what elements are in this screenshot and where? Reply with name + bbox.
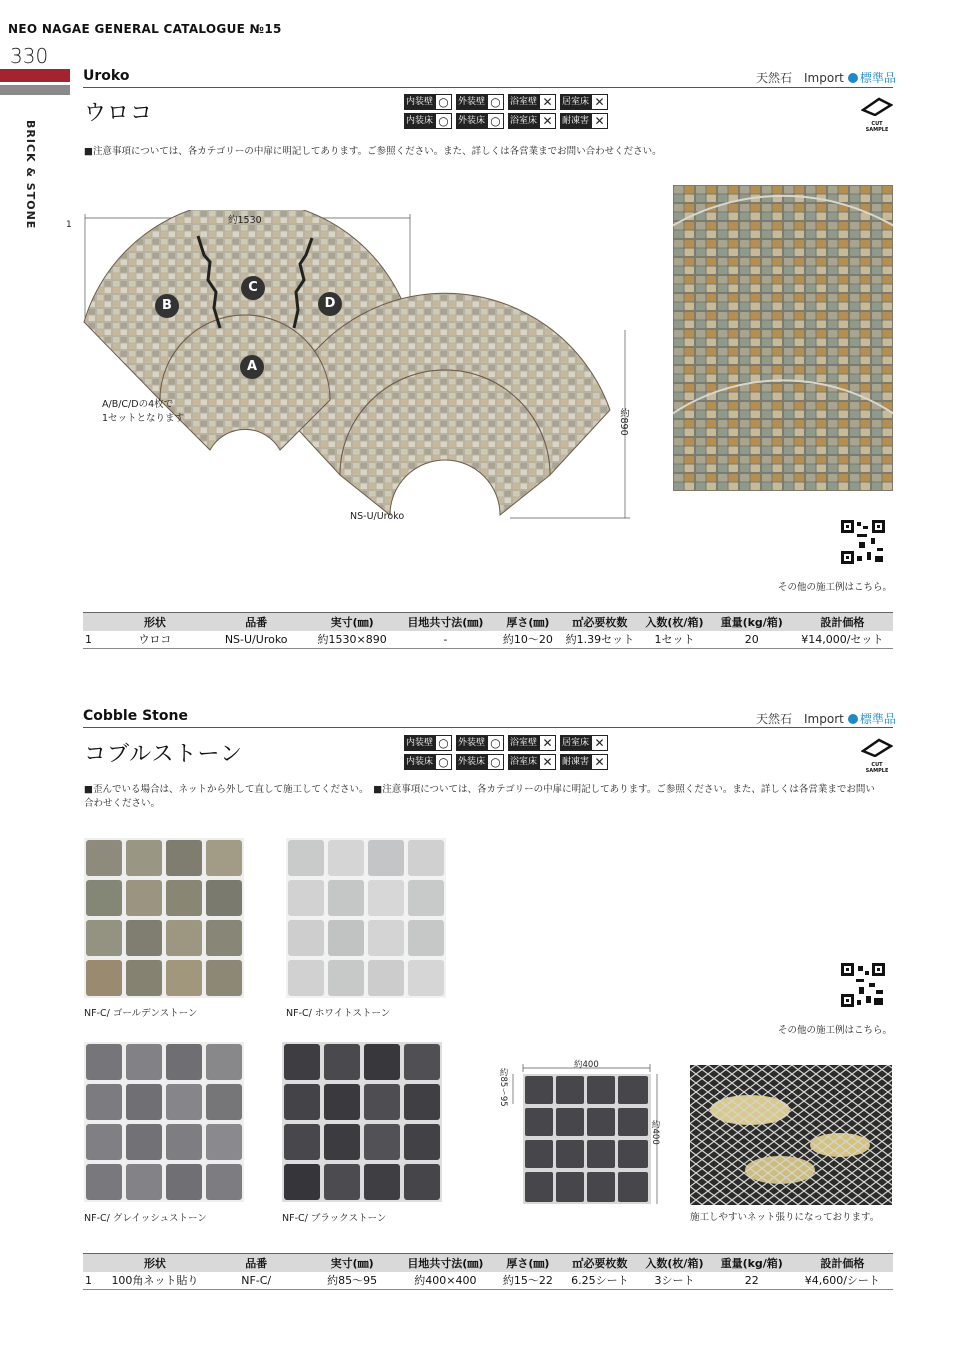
badge-exterior-floor: 外装床 ○ — [456, 754, 504, 770]
table-row: 1 ウロコ NS-U/Uroko 約1530×890 - 約10～20 約1.39セット 1セット 20 ¥14,000/セット — [83, 631, 893, 649]
uroko-spec-table — [83, 612, 893, 649]
piece-label-d: D — [318, 292, 342, 316]
uroko-divider — [83, 87, 893, 88]
uroko-fan-diagram — [80, 210, 640, 530]
cobble-dimension-diagram — [505, 1062, 665, 1212]
badge-room-floor: 居室床 ✕ — [560, 94, 608, 110]
catalogue-title: NEO NAGAE GENERAL CATALOGUE №15 — [8, 22, 282, 36]
cobble-cut-sample: CUT SAMPLE — [861, 737, 893, 774]
badge-bath-floor: 浴室床 ✕ — [508, 754, 556, 770]
white-stone-photo — [286, 838, 446, 998]
cut-sample-icon — [861, 96, 893, 116]
cut-sample-icon — [861, 737, 893, 757]
uroko-qr-code-icon[interactable] — [841, 520, 885, 564]
uroko-note: ■注意事項については、各カテゴリーの中扉に明記してあります。ご参照ください。また、詳しくは各営業までお問い合わせください。 — [84, 146, 662, 157]
table-header-row: 形状 品番 実寸(㎜) 目地共寸法(㎜) 厚さ(㎜) ㎡必要枚数 入数(枚/箱) 重量(kg/箱) 設計価格 — [83, 613, 893, 631]
standard-dot-icon — [848, 714, 858, 724]
cobble-title-jp: コブルストーン — [84, 742, 244, 767]
uroko-title-jp: ウロコ — [84, 101, 154, 126]
cobble-spec-table — [83, 1253, 893, 1290]
badge-interior-wall: 内装壁 ○ — [404, 735, 452, 751]
golden-stone-caption: NF-C/ ゴールデンストーン — [84, 1008, 198, 1019]
piece-label-b: B — [155, 294, 179, 318]
badge-exterior-floor: 外装床 ○ — [456, 113, 504, 129]
grayish-stone-caption: NF-C/ グレイッシュストーン — [84, 1213, 207, 1224]
cobble-note-line2: 合わせください。 — [84, 798, 161, 809]
uroko-item-number: 1 — [66, 220, 72, 230]
golden-stone-photo — [84, 838, 244, 998]
cobble-qr-code-icon[interactable] — [841, 963, 885, 1007]
piece-label-a: A — [240, 355, 264, 379]
uroko-product-label: NS-U/Uroko — [350, 511, 405, 522]
red-tab-bar — [0, 69, 70, 82]
badge-frost-resistant: 耐凍害 ✕ — [560, 754, 608, 770]
uroko-title-en: Uroko — [83, 68, 130, 84]
badge-interior-wall: 内装壁 ○ — [404, 94, 452, 110]
uroko-dim-width: 約1530 — [228, 215, 262, 226]
badge-interior-floor: 内装床 ○ — [404, 754, 452, 770]
page-number: 330 — [10, 44, 49, 68]
uroko-cut-sample: CUT SAMPLE — [861, 96, 893, 133]
badge-bath-floor: 浴室床 ✕ — [508, 113, 556, 129]
gray-tab-bar — [0, 85, 70, 95]
cobble-note-line1: ■歪んでいる場合は、ネットから外して直して施工してください。 ■注意事項については、各カテゴリーの中扉に明記してあります。ご参照ください。また、詳しくは各営業までお問い — [84, 784, 875, 795]
cobble-title-en: Cobble Stone — [83, 708, 188, 724]
table-header-row: 形状 品番 実寸(㎜) 目地共寸法(㎜) 厚さ(㎜) ㎡必要枚数 入数(枚/箱) 重量(kg/箱) 設計価格 — [83, 1254, 893, 1272]
side-category-label: BRICK & STONE — [24, 120, 37, 230]
white-stone-caption: NF-C/ ホワイトストーン — [286, 1008, 391, 1019]
badge-interior-floor: 内装床 ○ — [404, 113, 452, 129]
badge-exterior-wall: 外装壁 ○ — [456, 735, 504, 751]
net-caption: 施工しやすいネット張りになっております。 — [690, 1212, 880, 1223]
uroko-usage-badges — [404, 94, 608, 129]
black-stone-caption: NF-C/ ブラックストーン — [282, 1213, 387, 1224]
cobble-usage-badges — [404, 735, 608, 770]
uroko-install-photo — [673, 185, 893, 491]
badge-exterior-wall: 外装壁 ○ — [456, 94, 504, 110]
uroko-qr-caption[interactable]: その他の施工例はこちら。 — [778, 582, 893, 593]
cobble-dim-height: 約400 — [650, 1120, 660, 1145]
uroko-set-note-2: 1セットとなります — [102, 413, 185, 424]
standard-dot-icon — [848, 73, 858, 83]
cobble-type-tag: 天然石 Import 標準品 — [756, 712, 896, 726]
uroko-dim-height: 約890 — [618, 408, 629, 436]
grayish-stone-photo — [84, 1042, 244, 1202]
cobble-dim-width: 約400 — [574, 1060, 599, 1070]
cobble-divider — [83, 727, 893, 728]
badge-bath-wall: 浴室壁 ✕ — [508, 735, 556, 751]
badge-room-floor: 居室床 ✕ — [560, 735, 608, 751]
badge-bath-wall: 浴室壁 ✕ — [508, 94, 556, 110]
uroko-type-tag: 天然石 Import 標準品 — [756, 71, 896, 85]
net-backing-photo — [690, 1065, 892, 1205]
piece-label-c: C — [241, 276, 265, 300]
table-row: 1 100角ネット貼り NF-C/ 約85～95 約400×400 約15～22 6.25シート 3シート 22 ¥4,600/シート — [83, 1272, 893, 1290]
cobble-dim-piece: 約85～95 — [498, 1068, 508, 1107]
badge-frost-resistant: 耐凍害 ✕ — [560, 113, 608, 129]
black-stone-photo — [282, 1042, 442, 1202]
cobble-qr-caption[interactable]: その他の施工例はこちら。 — [778, 1025, 893, 1036]
uroko-set-note-1: A/B/C/Dの4枚で — [102, 399, 174, 410]
